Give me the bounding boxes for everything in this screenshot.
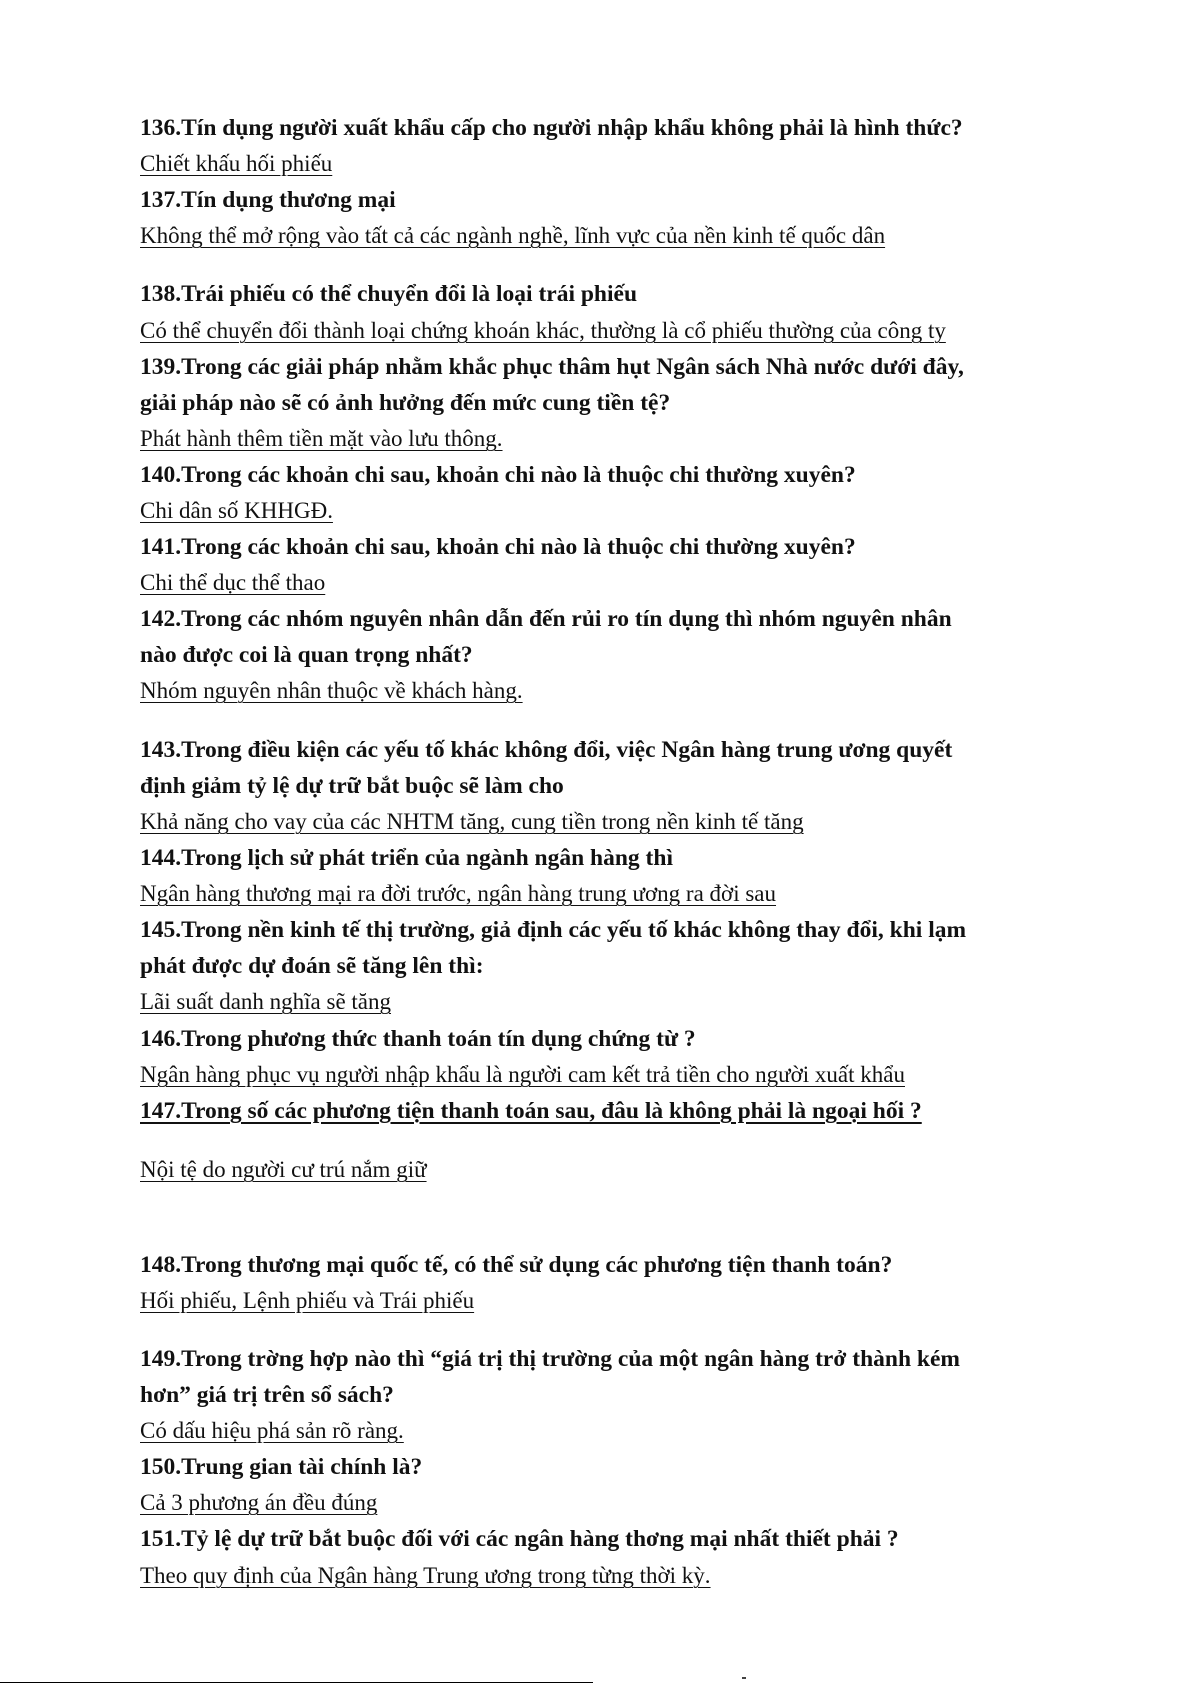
- answer-138: Có thể chuyển đổi thành loại chứng khoán khác, thường là cổ phiếu thường của công ty: [140, 318, 946, 343]
- question-139-line-1: 139.Trong các giải pháp nhằm khắc phục thâm hụt Ngân sách Nhà nước dưới đây,: [140, 354, 964, 380]
- answer-141: Chi thể dục thể thao: [140, 570, 326, 595]
- question-136: 136.Tín dụng người xuất khẩu cấp cho người nhập khẩu không phải là hình thức?: [140, 115, 963, 141]
- question-145-line-1: 145.Trong nền kinh tế thị trường, giả định các yếu tố khác không thay đổi, khi lạm: [140, 917, 967, 943]
- answer-139: Phát hành thêm tiền mặt vào lưu thông.: [140, 426, 503, 451]
- answer-142: Nhóm nguyên nhân thuộc về khách hàng.: [140, 678, 523, 703]
- answer-144: Ngân hàng thương mại ra đời trước, ngân hàng trung ương ra đời sau: [140, 881, 777, 906]
- question-145-line-2: phát được dự đoán sẽ tăng lên thì:: [140, 953, 484, 979]
- question-146: 146.Trong phương thức thanh toán tín dụng chứng từ ?: [140, 1026, 696, 1052]
- question-144: 144.Trong lịch sử phát triển của ngành ngân hàng thì: [140, 845, 673, 871]
- question-148: 148.Trong thương mại quốc tế, có thể sử dụng các phương tiện thanh toán?: [140, 1252, 893, 1278]
- question-147: 147.Trong số các phương tiện thanh toán sau, đâu là không phải là ngoại hối ?: [140, 1098, 922, 1124]
- footer-mark: [742, 1677, 746, 1679]
- question-142-line-2: nào được coi là quan trọng nhất?: [140, 642, 473, 668]
- question-143-line-2: định giảm tỷ lệ dự trữ bắt buộc sẽ làm cho: [140, 773, 564, 799]
- question-141: 141.Trong các khoản chi sau, khoản chi nào là thuộc chi thường xuyên?: [140, 534, 856, 560]
- question-140: 140.Trong các khoản chi sau, khoản chi nào là thuộc chi thường xuyên?: [140, 462, 856, 488]
- question-137: 137.Tín dụng thương mại: [140, 187, 396, 213]
- answer-149: Có dấu hiệu phá sản rõ ràng.: [140, 1418, 404, 1443]
- question-150: 150.Trung gian tài chính là?: [140, 1454, 423, 1480]
- footer-divider: [0, 1682, 593, 1683]
- answer-145: Lãi suất danh nghĩa sẽ tăng: [140, 989, 392, 1014]
- question-139-line-2: giải pháp nào sẽ có ảnh hưởng đến mức cung tiền tệ?: [140, 390, 671, 416]
- question-149-line-1: 149.Trong trờng hợp nào thì “giá trị thị trường của một ngân hàng trở thành kém: [140, 1346, 960, 1372]
- question-149-line-2: hơn” giá trị trên sổ sách?: [140, 1382, 394, 1408]
- answer-148: Hối phiếu, Lệnh phiếu và Trái phiếu: [140, 1288, 475, 1313]
- answer-151: Theo quy định của Ngân hàng Trung ương trong từng thời kỳ.: [140, 1563, 711, 1588]
- answer-136: Chiết khấu hối phiếu: [140, 151, 333, 176]
- question-151: 151.Tỷ lệ dự trữ bắt buộc đối với các ngân hàng thơng mại nhất thiết phải ?: [140, 1526, 899, 1552]
- answer-146: Ngân hàng phục vụ người nhập khẩu là người cam kết trả tiền cho người xuất khẩu: [140, 1062, 905, 1087]
- question-142-line-1: 142.Trong các nhóm nguyên nhân dẫn đến rủi ro tín dụng thì nhóm nguyên nhân: [140, 606, 952, 632]
- answer-140: Chi dân số KHHGĐ.: [140, 498, 333, 523]
- answer-150: Cả 3 phương án đều đúng: [140, 1490, 378, 1515]
- answer-147: Nội tệ do người cư trú nắm giữ: [140, 1157, 427, 1182]
- question-143-line-1: 143.Trong điều kiện các yếu tố khác không đổi, việc Ngân hàng trung ương quyết: [140, 737, 953, 763]
- question-138: 138.Trái phiếu có thể chuyển đổi là loại trái phiếu: [140, 281, 638, 307]
- answer-143: Khả năng cho vay của các NHTM tăng, cung tiền trong nền kinh tế tăng: [140, 809, 804, 834]
- answer-137: Không thể mở rộng vào tất cả các ngành nghề, lĩnh vực của nền kinh tế quốc dân: [140, 223, 886, 248]
